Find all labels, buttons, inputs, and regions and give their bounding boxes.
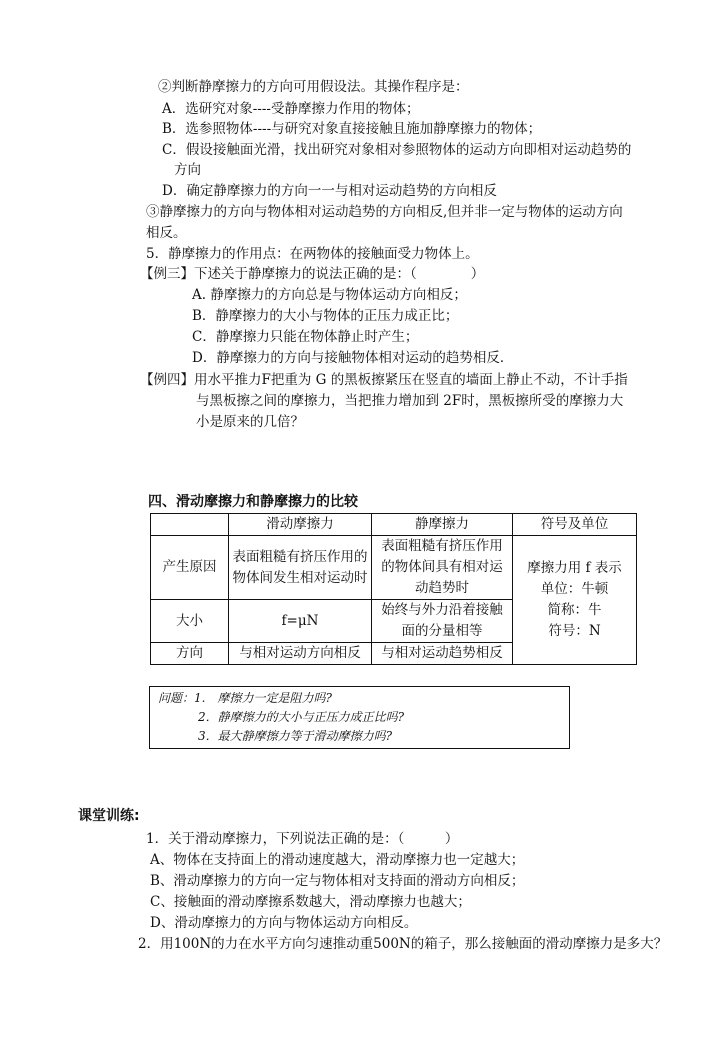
table-header-cell: 符号及单位	[513, 514, 637, 536]
table-header-cell	[151, 514, 229, 536]
question-line: 问题：1. 摩擦力一定是阻力吗?	[158, 691, 332, 705]
option-c: C、接触面的滑动摩擦系数越大，滑动摩擦力也越大；	[150, 894, 471, 910]
text-line: 2．用100N的力在水平方向匀速推动重500N的箱子，那么接触面的滑动摩擦力是多大？	[138, 936, 668, 952]
unit-cell	[513, 536, 637, 665]
text-line: 相反。	[146, 225, 187, 241]
text-line: 小是原来的几倍？	[196, 414, 304, 430]
table-cell: 方向	[151, 643, 229, 665]
table-cell: 表面粗糙有挤压作用的物体间发生相对运动时	[229, 536, 372, 600]
text-line: 1．关于滑动摩擦力，下列说法正确的是：（ ）	[146, 831, 459, 847]
unit-line: 符号：N	[548, 623, 601, 639]
table-cell: 大小	[151, 600, 229, 643]
text-line: 方向	[174, 162, 201, 178]
question-line: 2．静摩擦力的大小与正压力成正比吗?	[198, 710, 405, 724]
option-d: D、滑动摩擦力的方向与物体运动方向相反。	[150, 915, 418, 931]
unit-line: 摩擦力用 f 表示	[527, 560, 622, 576]
option-a: A. 静摩擦力的方向总是与物体运动方向相反；	[192, 287, 467, 303]
table-cell: 始终与外力沿着接触面的分量相等	[372, 600, 513, 643]
option-b: B、滑动摩擦力的方向一定与物体相对支持面的滑动方向相反；	[150, 873, 525, 889]
training-title: 课堂训练:	[78, 808, 140, 824]
question-line: 3．最大静摩擦力等于滑动摩擦力吗?	[198, 729, 393, 743]
text-line: ②判断静摩擦力的方向可用假设法。其操作程序是：	[158, 79, 469, 95]
option-b: B．静摩擦力的大小与物体的正压力成正比；	[192, 308, 459, 324]
table-cell: 表面粗糙有挤压作用的物体间具有相对运动趋势时	[372, 536, 513, 600]
text-line: ③静摩擦力的方向与物体相对运动趋势的方向相反,但并非一定与物体的运动方向	[146, 204, 623, 220]
text-line: C．假设接触面光滑，找出研究对象相对参照物体的运动方向即相对运动趋势的	[162, 142, 632, 158]
example-three-heading: 【例三】下述关于静摩擦力的说法正确的是：（ ）	[140, 266, 485, 282]
table-header-row	[151, 514, 637, 536]
table-row	[151, 536, 637, 600]
table-cell: 与相对运动趋势相反	[372, 643, 513, 665]
section-heading: 四、滑动摩擦力和静摩擦力的比较	[148, 494, 358, 510]
text-line: 与黑板擦之间的摩擦力，当把推力增加到 2F时，黑板擦所受的摩擦力大	[196, 393, 624, 409]
question-box	[149, 686, 570, 749]
text-line: B．选参照物体----与研究对象直接接触且施加静摩擦力的物体；	[162, 121, 542, 137]
table-cell: 与相对运动方向相反	[229, 643, 372, 665]
text-line: D．确定静摩擦力的方向一一与相对运动趋势的方向相反	[162, 183, 497, 199]
table-cell: 产生原因	[151, 536, 229, 600]
unit-line: 简称：牛	[547, 602, 602, 618]
option-a: A、物体在支持面上的滑动速度越大，滑动摩擦力也一定越大；	[150, 852, 525, 868]
example-four-heading: 【例四】用水平推力F把重为 G 的黑板擦紧压在竖直的墙面上静止不动，不计手指	[140, 372, 628, 388]
table-cell: f=μN	[229, 600, 372, 643]
comparison-table	[150, 513, 637, 665]
table-header-cell: 滑动摩擦力	[229, 514, 372, 536]
option-d: D．静摩擦力的方向与接触物体相对运动的趋势相反．	[192, 350, 514, 366]
text-line: 5．静摩擦力的作用点：在两物体的接触面受力物体上。	[146, 246, 479, 262]
text-line: A．选研究对象----受静摩擦力作用的物体；	[162, 101, 420, 117]
option-c: C．静摩擦力只能在物体静止时产生；	[192, 329, 419, 345]
unit-line: 单位：牛顿	[540, 581, 609, 597]
table-header-cell: 静摩擦力	[372, 514, 513, 536]
